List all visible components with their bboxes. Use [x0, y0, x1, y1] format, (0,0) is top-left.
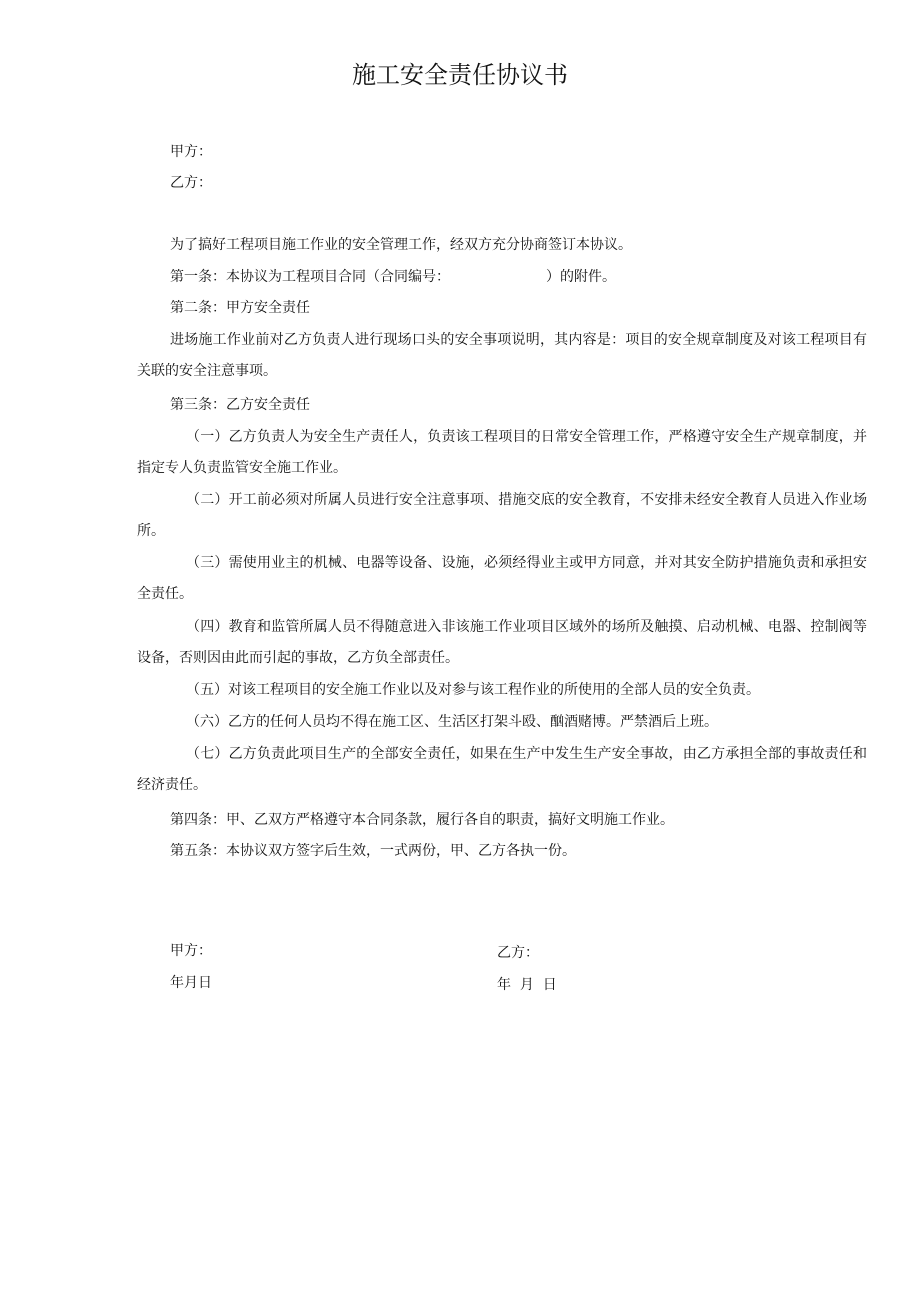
article-1	[170, 267, 616, 287]
article-3-item-2: （二）开工前必须对所属人员进行安全注意事项、措施交底的安全教育，不安排未经安全教育人员进入作业场所。	[137, 492, 867, 539]
article-2-heading: 第二条：甲方安全责任	[170, 300, 310, 316]
article-4: 第四条：甲、乙双方严格遵守本合同条款，履行各自的职责，搞好文明施工作业。	[170, 812, 674, 828]
article-2-body: 进场施工作业前对乙方负责人进行现场口头的安全事项说明，其内容是：项目的安全规章制度及对该工程项目有关联的安全注意事项。	[137, 332, 867, 379]
article-1-suffix: ）的附件。	[546, 269, 616, 285]
article-3-heading: 第三条：乙方安全责任	[170, 397, 310, 413]
party-b-label: 乙方：	[170, 175, 212, 191]
signature-party-b-date: 年 月 日	[497, 977, 557, 993]
article-3-item-6: （六）乙方的任何人员均不得在施工区、生活区打架斗殴、酗酒赌博。严禁酒后上班。	[186, 714, 718, 730]
signature-party-b-label: 乙方：	[497, 945, 539, 961]
article-1-prefix: 第一条：本协议为工程项目合同（合同编号：	[170, 269, 450, 285]
party-a-label: 甲方：	[170, 144, 212, 160]
article-3-item-5: （五）对该工程项目的安全施工作业以及对参与该工程作业的所使用的全部人员的安全负责。	[186, 682, 760, 698]
signature-party-a-date: 年月日	[170, 975, 212, 991]
intro-paragraph: 为了搞好工程项目施工作业的安全管理工作，经双方充分协商签订本协议。	[170, 237, 632, 253]
document-title: 施工安全责任协议书	[352, 61, 568, 89]
article-3-item-4: （四）教育和监管所属人员不得随意进入非该施工作业项目区域外的场所及触摸、启动机械、电器、控制阀等设备，否则因由此而引起的事故，乙方负全部责任。	[137, 619, 867, 666]
article-3-item-7: （七）乙方负责此项目生产的全部安全责任，如果在生产中发生生产安全事故，由乙方承担全部的事故责任和经济责任。	[137, 746, 867, 793]
article-3-item-1: （一）乙方负责人为安全生产责任人，负责该工程项目的日常安全管理工作，严格遵守安全生产规章制度，并指定专人负责监管安全施工作业。	[137, 429, 867, 476]
article-3-item-3: （三）需使用业主的机械、电器等设备、设施，必须经得业主或甲方同意，并对其安全防护措施负责和承担安全责任。	[137, 555, 867, 602]
signature-party-a-label: 甲方：	[170, 943, 212, 959]
article-5: 第五条：本协议双方签字后生效，一式两份，甲、乙方各执一份。	[170, 843, 576, 859]
